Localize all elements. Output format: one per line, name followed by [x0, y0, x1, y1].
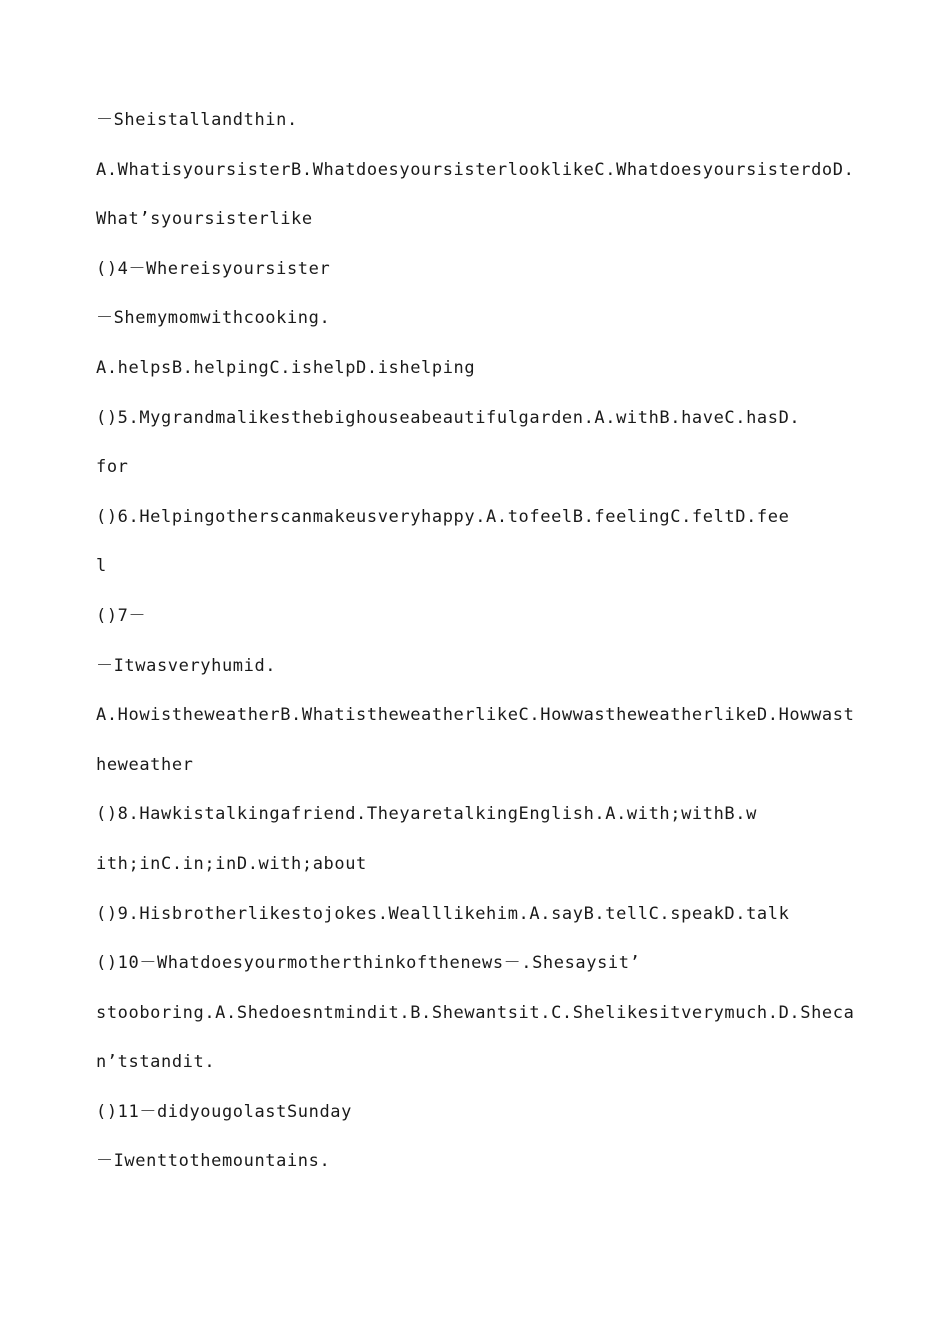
- text-line: l: [96, 556, 107, 577]
- text-line: for: [96, 457, 129, 478]
- question-6-line: ()6.Helpingotherscanmakeusveryhappy.A.tofeelB.feelingC.feltD.fee: [96, 506, 790, 527]
- text-line: ith;inC.in;inD.with;about: [96, 853, 367, 874]
- question-5-line: ()5.Mygrandmalikesthebighouseabeautifulgarden.A.withB.haveC.hasD.: [96, 407, 801, 428]
- options-line: A.HowistheweatherB.WhatistheweatherlikeC.HowwastheweatherlikeD.Howwast: [96, 705, 855, 726]
- text-line: heweather: [96, 754, 194, 775]
- question-10-line: ()10－Whatdoesyourmotherthinkofthenews－.Shesaysit’: [96, 953, 641, 974]
- text-line: －Shemymomwithcooking.: [96, 308, 331, 329]
- question-11-line: ()11－didyougolastSunday: [96, 1101, 352, 1122]
- options-line: A.helpsB.helpingC.ishelpD.ishelping: [96, 357, 476, 378]
- text-line: What’syoursisterlike: [96, 209, 313, 230]
- question-7-line: ()7－: [96, 605, 147, 626]
- question-9-line: ()9.Hisbrotherlikestojokes.Wealllikehim.A.sayB.tellC.speakD.talk: [96, 903, 790, 924]
- text-line: n’tstandit.: [96, 1052, 216, 1073]
- text-line: －Iwenttothemountains.: [96, 1151, 331, 1172]
- text-body: [96, 106, 876, 1197]
- text-line: A.WhatisyoursisterB.WhatdoesyoursisterlooklikeC.WhatdoesyoursisterdoD.: [96, 159, 855, 180]
- text-line: －Sheistallandthin.: [96, 110, 298, 130]
- text-line: stooboring.A.Shedoesntmindit.B.Shewantsit.C.Shelikesitverymuch.D.Sheca: [96, 1002, 855, 1023]
- text-line: －Itwasveryhumid.: [96, 655, 277, 676]
- question-4-line: ()4－Whereisyoursister: [96, 258, 331, 279]
- question-8-line: ()8.Hawkistalkingafriend.TheyaretalkingEnglish.A.with;withB.w: [96, 804, 757, 825]
